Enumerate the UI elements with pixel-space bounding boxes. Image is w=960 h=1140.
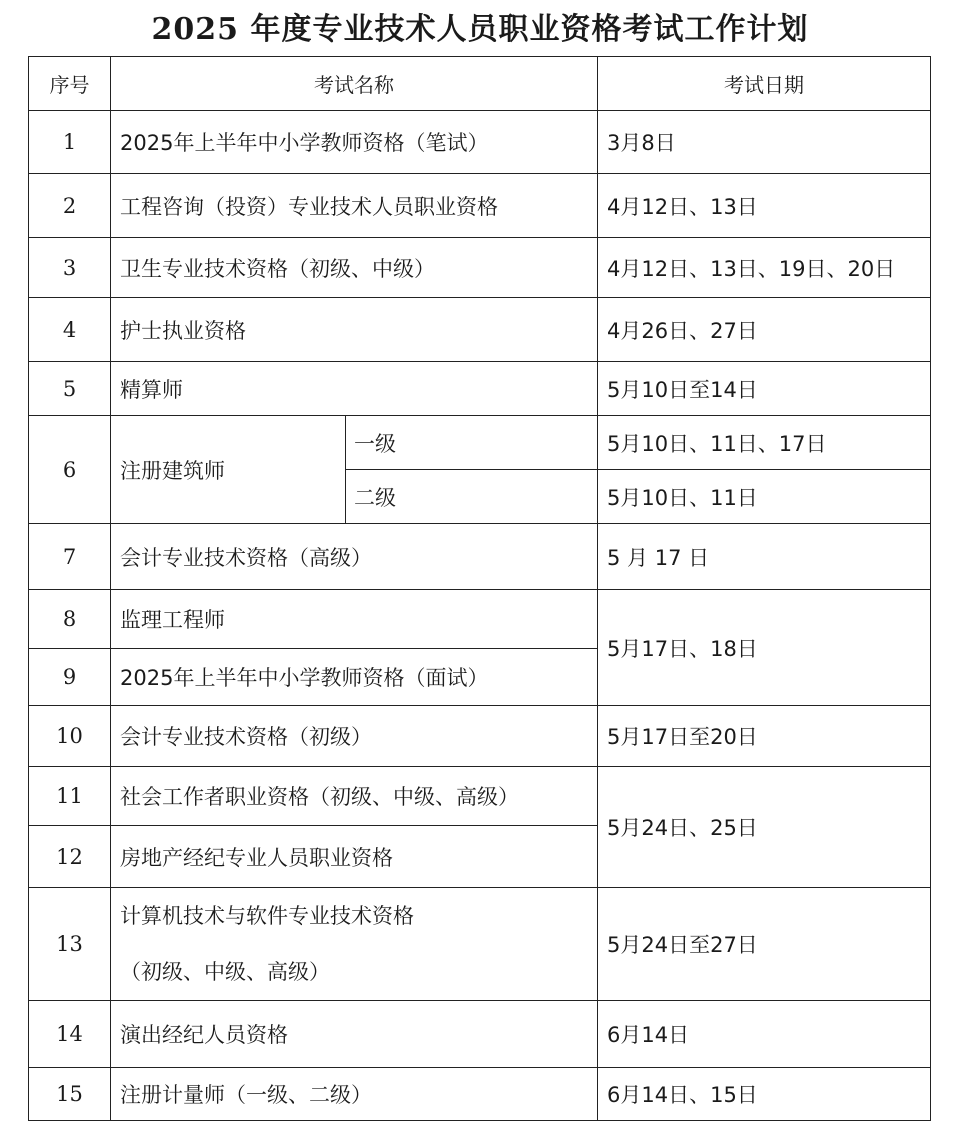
row-number: 1 (29, 111, 111, 174)
exam-name: 注册建筑师 (111, 416, 346, 524)
table-row (29, 416, 931, 470)
exam-date: 3月8日 (598, 111, 931, 174)
row-number: 4 (29, 298, 111, 362)
document-title: 2025 年度专业技术人员职业资格考试工作计划 (151, 12, 809, 47)
row-number: 6 (29, 416, 111, 524)
exam-name: 2025年上半年中小学教师资格（面试） (111, 649, 598, 706)
row-number: 14 (29, 1001, 111, 1068)
exam-name: 注册计量师（一级、二级） (111, 1068, 598, 1121)
table-row (29, 238, 931, 298)
exam-name: 2025年上半年中小学教师资格（笔试） (111, 111, 598, 174)
exam-name: 护士执业资格 (111, 298, 598, 362)
exam-sub-level: 二级 (346, 470, 598, 524)
exam-name (111, 888, 598, 1001)
exam-name: 监理工程师 (111, 590, 598, 649)
exam-date: 5月24日、25日 (598, 767, 931, 888)
table-row (29, 1001, 931, 1068)
exam-date: 5月17日至20日 (598, 706, 931, 767)
exam-date: 5月10日、11日 (598, 470, 931, 524)
exam-name-line: 计算机技术与软件专业技术资格 (120, 904, 414, 928)
exam-name: 演出经纪人员资格 (111, 1001, 598, 1068)
row-number: 2 (29, 174, 111, 238)
row-number: 10 (29, 706, 111, 767)
exam-name-line: （初级、中级、高级） (120, 960, 330, 984)
exam-name: 会计专业技术资格（高级） (111, 524, 598, 590)
row-number: 8 (29, 590, 111, 649)
row-number: 7 (29, 524, 111, 590)
table-row (29, 298, 931, 362)
row-number: 11 (29, 767, 111, 826)
row-number: 12 (29, 826, 111, 888)
table-row (29, 174, 931, 238)
header-no: 序号 (29, 57, 111, 111)
table-row (29, 362, 931, 416)
exam-name: 精算师 (111, 362, 598, 416)
table-row (29, 888, 931, 1001)
row-number: 13 (29, 888, 111, 1001)
exam-sub-level: 一级 (346, 416, 598, 470)
row-number: 5 (29, 362, 111, 416)
header-name: 考试名称 (111, 57, 598, 111)
exam-date: 5 月 17 日 (598, 524, 931, 590)
table-row (29, 706, 931, 767)
table-row (29, 767, 931, 826)
table-row (29, 524, 931, 590)
exam-date: 4月12日、13日、19日、20日 (598, 238, 931, 298)
row-number: 3 (29, 238, 111, 298)
exam-date: 6月14日、15日 (598, 1068, 931, 1121)
exam-date: 5月10日、11日、17日 (598, 416, 931, 470)
exam-name: 房地产经纪专业人员职业资格 (111, 826, 598, 888)
table-header-row (29, 57, 931, 111)
exam-date: 5月10日至14日 (598, 362, 931, 416)
table-row (29, 590, 931, 649)
table-row (29, 111, 931, 174)
row-number: 9 (29, 649, 111, 706)
exam-name: 卫生专业技术资格（初级、中级） (111, 238, 598, 298)
table-row (29, 1068, 931, 1121)
exam-name: 会计专业技术资格（初级） (111, 706, 598, 767)
exam-name: 工程咨询（投资）专业技术人员职业资格 (111, 174, 598, 238)
header-date: 考试日期 (598, 57, 931, 111)
row-number: 15 (29, 1068, 111, 1121)
exam-date: 5月17日、18日 (598, 590, 931, 706)
exam-date: 4月12日、13日 (598, 174, 931, 238)
exam-name: 社会工作者职业资格（初级、中级、高级） (111, 767, 598, 826)
exam-date: 6月14日 (598, 1001, 931, 1068)
exam-date: 4月26日、27日 (598, 298, 931, 362)
exam-schedule-table (28, 56, 931, 1121)
exam-date: 5月24日至27日 (598, 888, 931, 1001)
